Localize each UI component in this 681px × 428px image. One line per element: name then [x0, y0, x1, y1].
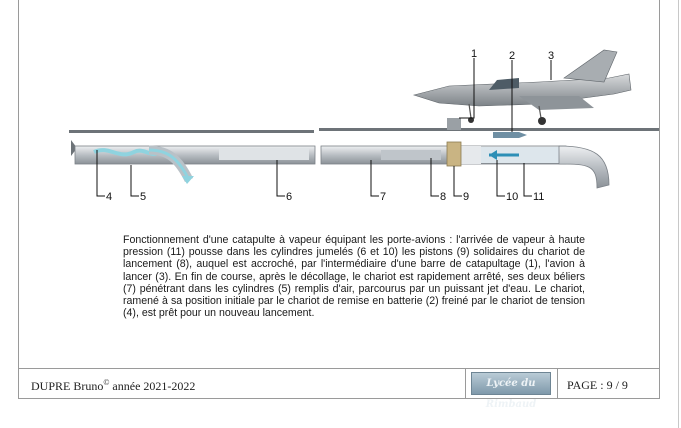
school-year: année 2021-2022 — [109, 379, 196, 393]
label-6: 6 — [286, 191, 293, 203]
footer-author — [31, 378, 195, 394]
footer-divider — [557, 369, 558, 398]
document-page — [18, 0, 660, 410]
footer-divider — [465, 369, 466, 398]
label-2: 2 — [509, 50, 516, 62]
deck-line-left — [69, 130, 314, 133]
label-5: 5 — [140, 191, 147, 203]
leader-lines — [97, 58, 551, 196]
page-edge-line — [678, 0, 679, 428]
copyright-mark: © — [103, 378, 110, 387]
deck-line-right — [319, 128, 659, 131]
author-name: DUPRE Bruno — [31, 379, 104, 393]
aircraft — [414, 50, 631, 125]
diagram-caption: Fonctionnement d'une catapulte à vapeur équipant les porte-avions : l'arrivée de vapeur à haute pression (11) pousse dans les cylindres jumelés (6 et 10) les pistons (9) solidaires du chariot de lancement (8), auquel est accroché, par l'intermédiaire d'une barre de catapultage (1), l'avion à lancer (3). En fin de course, après le décollage, le chariot est rapidement arrêté, ses deux béliers (7) pénétrant dans les cylindres (5) remplis d'air, parcourus par un puissant jet d'eau. Le chariot, ramené à sa position initiale par le chariot de remise en batterie (2) freiné par le chariot de tension (4), est prêt pour un nouveau lancement. — [123, 234, 585, 320]
page-footer — [19, 368, 659, 410]
label-7: 7 — [380, 191, 387, 203]
label-3: 3 — [548, 50, 555, 62]
label-9: 9 — [463, 191, 470, 203]
school-logo: Lycée du Rimbaud — [471, 372, 551, 395]
page-number: PAGE : 9 / 9 — [567, 378, 628, 392]
right-cylinder-assembly — [321, 142, 609, 188]
label-10: 10 — [506, 191, 519, 203]
label-11: 11 — [533, 191, 545, 203]
label-4: 4 — [106, 191, 113, 203]
label-8: 8 — [440, 191, 447, 203]
catapult-diagram — [19, 0, 659, 225]
left-cylinder-assembly — [71, 140, 315, 184]
label-1: 1 — [471, 48, 478, 60]
